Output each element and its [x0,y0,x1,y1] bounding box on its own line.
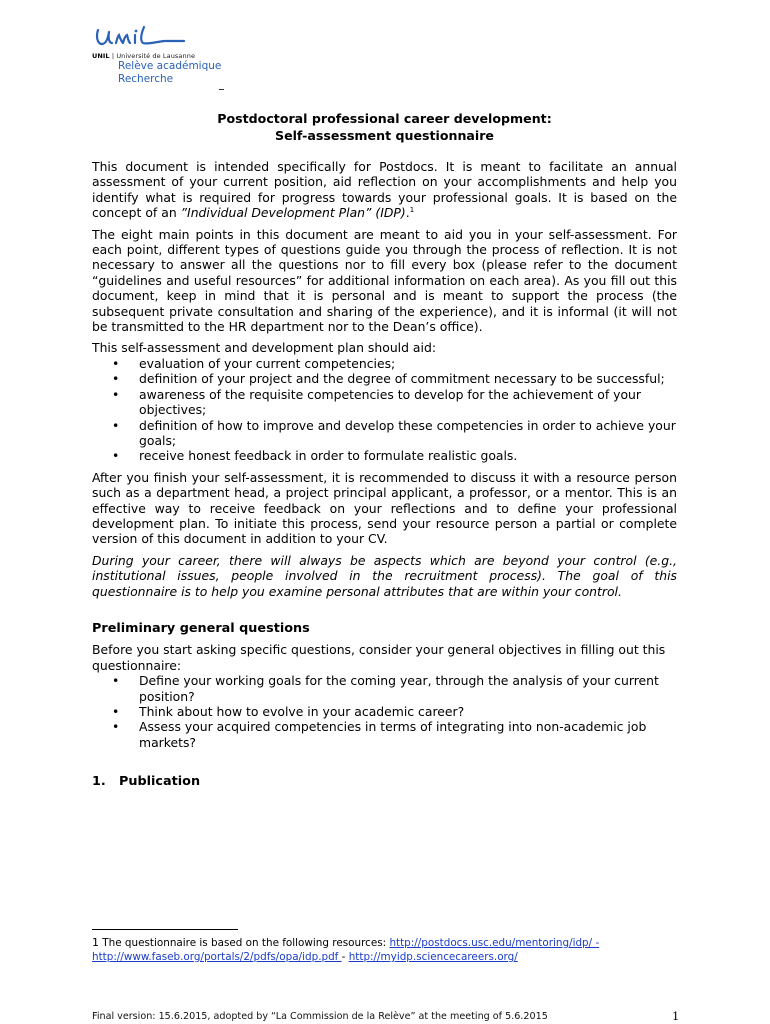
document-title: Postdoctoral professional career development: Self-assessment questionnaire [217,111,552,143]
footnote-separator [92,929,238,930]
unil-logo [92,24,232,86]
list-item: • Define your working goals for the coming year, through the analysis of your current position? [112,673,659,704]
unit-recherche: Recherche [118,73,174,85]
preliminary-heading: Preliminary general questions [92,620,310,636]
list-item: • Assess your acquired competencies in terms of integrating into non-academic job markets? [112,719,647,750]
main-content [92,110,677,790]
preliminary-bullet-list [92,673,677,750]
footnote-link-faseb[interactable]: http://www.faseb.org/portals/2/pdfs/opa/idp.pdf [92,951,342,963]
list-item: • definition of your project and the degree of commitment necessary to be successful; [112,371,665,387]
intro-paragraph-1: This document is intended specifically for Postdocs. It is meant to facilitate an annual assessment of your current position, aid reflection on your accomplishments and help you identify what is required for progress towards your professional goals. It is based on the concept of an ”Individual Development Plan” (IDP).$^1$ [92,159,677,221]
intro-paragraph-4: After you finish your self-assessment, it is recommended to discuss it with a resource person such as a department head, a project principal applicant, a professor, or a mentor. This is an effective way to receive feedback on your reflections and to define your professional development plan. To initiate this process, send your resource person a partial or complete version of this document in addition to your CV. [92,469,677,547]
page-number: 1 [672,1009,680,1023]
university-name: UNIL | Université de Lausanne [92,52,196,60]
page-footer: Final version: 15.6.2015, adopted by “La Commission de la Relève” at the meeting of 5.6.2015 [92,1011,548,1022]
section-1-heading: 1. Publication [92,774,201,790]
footnote-reference[interactable]: 1 [409,206,415,215]
unil-wordmark-icon [92,24,192,54]
list-item: • definition of how to improve and develop these competencies in order to achieve your goals; [112,417,676,448]
list-item: • Think about how to evolve in your academic career? [112,704,465,719]
decorative-dash [219,89,224,90]
preliminary-lead: Before you start asking specific questions, consider your general objectives in filling out this questionnaire: [92,642,666,673]
aid-lead: This self-assessment and development plan should aid: [92,340,436,356]
list-item: • evaluation of your current competencies; [112,355,396,371]
footnote-link-usc[interactable]: http://postdocs.usc.edu/mentoring/idp/ - [389,937,600,949]
list-item: • awareness of the requisite competencies to develop for the achievement of your objectives; [112,386,641,418]
footnote-link-myidp[interactable]: http://myidp.sciencecareers.org/ [348,951,518,963]
unit-releve: Relève académique [118,60,222,72]
intro-paragraph-2: The eight main points in this document are meant to aid you in your self-assessment. For each point, different types of questions guide you through the process of reflection. It is not necessary to answer all the questions nor to fill every box (please refer to the document “guidelines and useful resources” for additional information on each area). As you fill out this document, keep in mind that it is personal and is meant to support the process (the subsequent private consultation and sharing of the experience), and it is informal (it will not be transmitted to the HR department nor to the Dean’s office). [92,226,677,335]
footnote: 1 The questionnaire is based on the following resources: http://postdocs.usc.edu/mentoring/idp/ - http://www.faseb.org/portals/2/pdfs/opa/idp.pdf - http://myidp.sciencecareers.org/ [92,936,600,963]
list-item: • receive honest feedback in order to formulate realistic goals. [112,448,518,464]
aid-bullet-list [92,356,677,464]
intro-paragraph-5: During your career, there will always be aspects which are beyond your control (e.g., institutional issues, people involved in the recruitment process). The goal of this questionnaire is to help you examine personal attributes that are within your control. [92,552,677,599]
